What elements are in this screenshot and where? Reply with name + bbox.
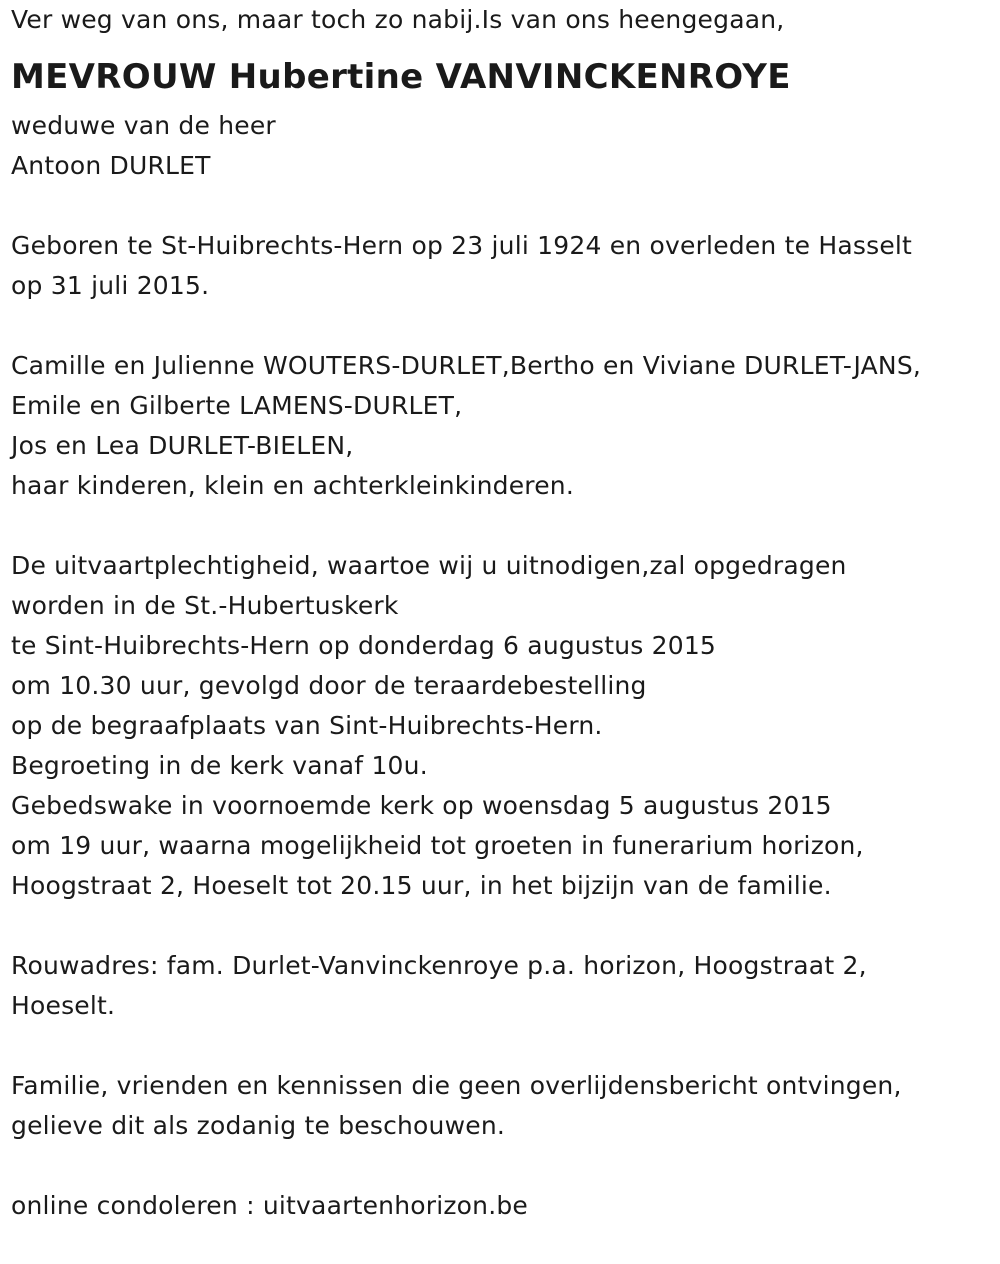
- spouse-name: Antoon DURLET: [11, 151, 211, 180]
- address-line: Rouwadres: fam. Durlet-Vanvinckenroye p.a. horizon, Hoogstraat 2,: [11, 951, 867, 980]
- spacer: [11, 1026, 991, 1066]
- notice-line: gelieve dit als zodanig te beschouwen.: [11, 1111, 506, 1140]
- ceremony-line: De uitvaartplechtigheid, waartoe wij u uitnodigen,zal opgedragen: [11, 551, 847, 580]
- ceremony-line: Gebedswake in voornoemde kerk op woensdag 5 augustus 2015: [11, 791, 832, 820]
- ceremony-line: Begroeting in de kerk vanaf 10u.: [11, 751, 428, 780]
- family-line: Camille en Julienne WOUTERS-DURLET,Bertho en Viviane DURLET-JANS,: [11, 351, 922, 380]
- family-line: Jos en Lea DURLET-BIELEN,: [11, 431, 354, 460]
- ceremony-line: Hoogstraat 2, Hoeselt tot 20.15 uur, in het bijzijn van de familie.: [11, 871, 832, 900]
- ceremony-line: worden in de St.-Hubertuskerk: [11, 591, 399, 620]
- ceremony-line: op de begraafplaats van Sint-Huibrechts-Hern.: [11, 711, 603, 740]
- spacer: [11, 306, 991, 346]
- obituary-notice: [11, 0, 991, 1226]
- spacer: [11, 186, 991, 226]
- birth-death-line: Geboren te St-Huibrechts-Hern op 23 juli 1924 en overleden te Hasselt: [11, 231, 913, 260]
- ceremony-line: te Sint-Huibrechts-Hern op donderdag 6 augustus 2015: [11, 631, 717, 660]
- condolence-label: online condoleren :: [11, 1191, 263, 1220]
- ceremony-line: om 19 uur, waarna mogelijkheid tot groeten in funerarium horizon,: [11, 831, 864, 860]
- family-line: haar kinderen, klein en achterkleinkinderen.: [11, 471, 574, 500]
- deceased-name: MEVROUW Hubertine VANVINCKENROYE: [11, 57, 791, 97]
- intro-line: Ver weg van ons, maar toch zo nabij.Is van ons heengegaan,: [11, 5, 785, 34]
- notice-line: Familie, vrienden en kennissen die geen overlijdensbericht ontvingen,: [11, 1071, 902, 1100]
- address-line: Hoeselt.: [11, 991, 116, 1020]
- condolence-link[interactable]: uitvaartenhorizon.be: [262, 1191, 529, 1220]
- condolence-line: [11, 1186, 991, 1226]
- spacer: [11, 906, 991, 946]
- birth-death-line: op 31 juli 2015.: [11, 271, 210, 300]
- family-line: Emile en Gilberte LAMENS-DURLET,: [11, 391, 463, 420]
- ceremony-line: om 10.30 uur, gevolgd door de teraardebestelling: [11, 671, 647, 700]
- spouse-line: weduwe van de heer: [11, 111, 276, 140]
- spacer: [11, 1146, 991, 1186]
- spacer: [11, 506, 991, 546]
